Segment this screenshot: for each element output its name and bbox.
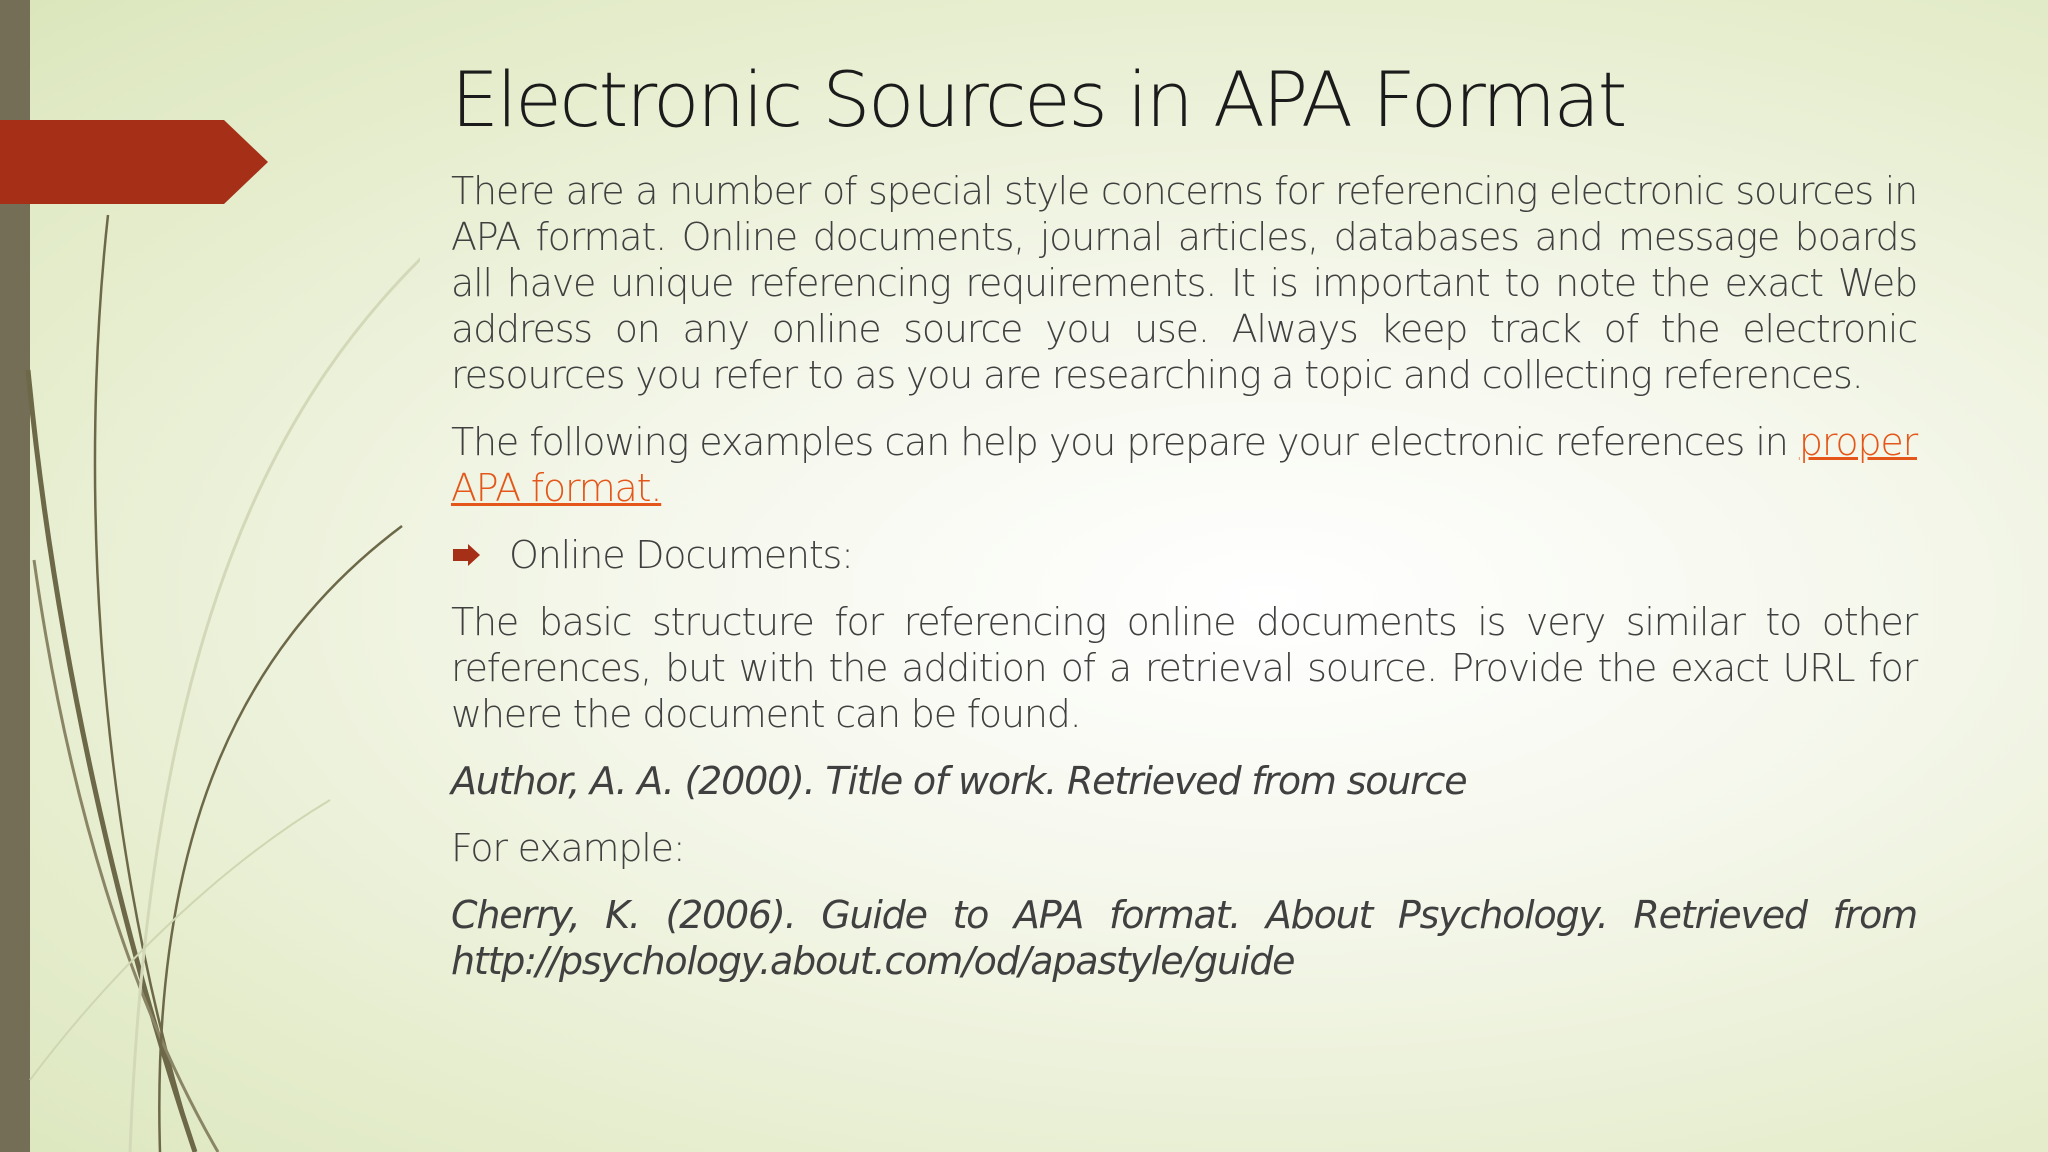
arrow-right-icon (451, 543, 481, 567)
examples-paragraph (451, 419, 1917, 511)
slide-title: Electronic Sources in APA Format (451, 55, 1625, 144)
example-citation: Cherry, K. (2006). Guide to APA format. About Psychology. Retrieved from http://psychology.about.com/od/apastyle/guide (451, 893, 1917, 983)
slide-body (451, 168, 1917, 1005)
structure-paragraph: The basic structure for referencing online documents is very similar to other references, but with the addition of a retrieval source. Provide the exact URL for where the document can be found. (451, 600, 1917, 736)
examples-paragraph-text: The following examples can help you prepare your electronic references in (451, 420, 1799, 464)
intro-paragraph: There are a number of special style concerns for referencing electronic sources in APA format. Online documents, journal articles, databases and message boards all have unique referencing requirements. It is important to note the exact Web address on any online source you use. Always keep track of the electronic resources you refer to as you are researching a topic and collecting references. (451, 169, 1917, 397)
format-template: Author, A. A. (2000). Title of work. Retrieved from source (451, 759, 1467, 803)
proper-apa-format-link[interactable]: proper APA format. (451, 420, 1917, 510)
bullet-online-documents (451, 532, 1917, 578)
red-flag-shape (0, 120, 268, 204)
bullet-label: Online Documents: (509, 533, 853, 577)
example-label: For example: (451, 826, 685, 870)
